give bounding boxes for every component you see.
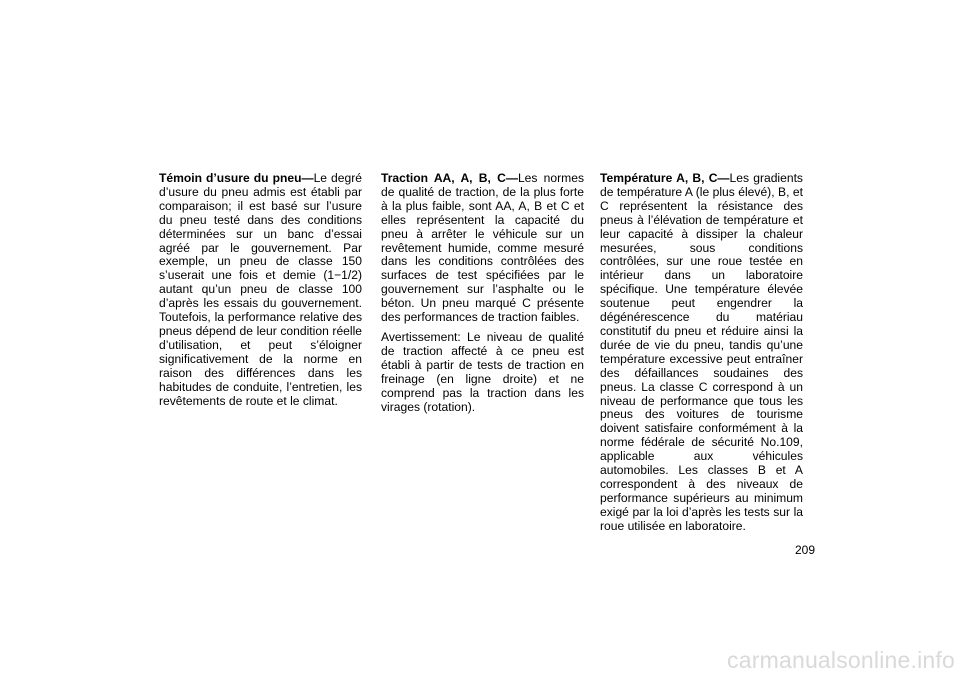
traction-warning-text: Avertissement: Le niveau de qualité de traction affecté à ce pneu est établi à partir de tests de traction en freinage (en ligne droite) et ne comprend pas la traction dans les virages (rotation). <box>381 329 584 414</box>
text-column-temperature <box>600 172 803 540</box>
text-column-traction <box>381 172 584 420</box>
text-column-tire-wear <box>159 172 362 414</box>
traction-heading: Traction AA, A, B, C— <box>381 171 518 185</box>
page-number: 209 <box>794 543 815 557</box>
temperature-text: Les gradients de température A (le plus élevé), B, et C représentent la résistance des pneus à l’élévation de température et leur capacité à dissiper la chaleur mesurées, sous conditions contrôlées, sur une roue testée en intérieur dans un laboratoire spécifique. Une température élevée soutenue peut engendrer la dégénérescence du matériau constitutif du pneu et réduire ainsi la durée de vie du pneu, tandis qu’une température excessive peut entraîner des défaillances soudaines des pneus. La classe C correspond à un niveau de performance que tous les pneus des voitures de tourisme doivent satisfaire conformément à la norme fédérale de sécurité No.109, applicable aux véhicules automobiles. Les classes B et A correspondent à des niveaux de performance supérieurs au minimum exigé par la loi d’après les tests sur la roue utilisée en laboratoire. <box>600 171 803 533</box>
treadwear-text: Le degré d’usure du pneu admis est établi par comparaison; il est basé sur l’usure du pneu testé dans des conditions déterminées sur un banc d’essai agréé par le gouvernement. Par exemple, un pneu de classe 150 s’userait une fois et demie (1−1/2) autant qu’un pneu de classe 100 d’après les essais du gouvernement. Toutefois, la performance relative des pneus dépend de leur condition réelle d’utilisation, et peut s’éloigner significativement de la norme en raison des différences dans les habitudes de conduite, l’entretien, les revêtements de route et le climat. <box>159 171 362 408</box>
traction-text: Les normes de qualité de traction, de la plus forte à la plus faible, sont AA, A, B et C et elles représentent la capacité du pneu à arrêter le véhicule sur un revêtement humide, comme mesuré dans les conditions contrôlées des surfaces de test spécifiées par le gouvernement sur l’asphalte ou le béton. Un pneu marqué C présente des performances de traction faibles. <box>381 171 584 325</box>
paragraph-treadwear <box>159 172 362 408</box>
temperature-heading: Température A, B, C— <box>600 171 730 185</box>
paragraph-temperature <box>600 172 803 534</box>
watermark: carmanualsonline.info <box>727 647 955 673</box>
paragraph-traction <box>381 172 584 325</box>
paragraph-traction-warning <box>381 331 584 414</box>
treadwear-heading: Témoin d’usure du pneu— <box>159 171 314 185</box>
